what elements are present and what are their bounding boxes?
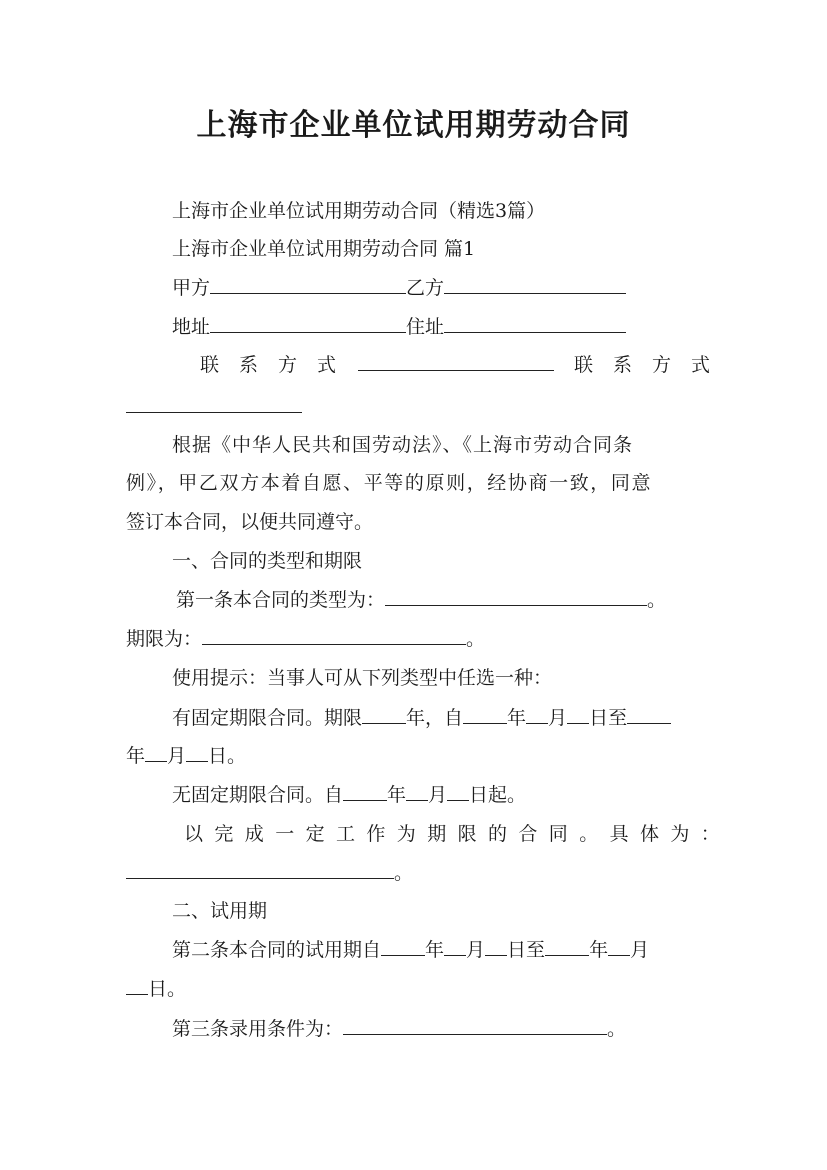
period-end: 。: [466, 628, 486, 650]
open-day-blank: [447, 784, 469, 801]
subtitle: 上海市企业单位试用期劳动合同（精选3篇）: [172, 200, 546, 222]
contact-line: [200, 352, 731, 378]
section-heading: 上海市企业单位试用期劳动合同 篇1: [172, 238, 476, 260]
usage-tip: 使用提示：当事人可从下列类型中任选一种：: [172, 667, 553, 689]
start-day-blank: [567, 707, 589, 724]
intro-line-2: 例》，甲乙双方本着自愿、平等的原则，经协商一致，同意: [126, 472, 653, 494]
start-month-blank: [526, 707, 548, 724]
article-2-text: 第二条本合同的试用期自: [172, 939, 382, 961]
end-year-blank-a: [627, 707, 671, 724]
hiring-conditions-blank: [343, 1018, 607, 1035]
contract-type-blank: [385, 589, 647, 606]
intro-line-3: 签订本合同，以便共同遵守。: [126, 511, 374, 533]
party-b-blank: [444, 277, 626, 294]
trial-end-day-blank: [126, 978, 148, 995]
trial-end-year-blank: [545, 939, 589, 956]
article-1-line: [176, 587, 666, 613]
task-term-blank: [126, 862, 394, 879]
contact-b-line: [126, 394, 302, 420]
end-month-label: 月: [167, 745, 187, 767]
years-blank: [362, 707, 406, 724]
article-1-end: 。: [647, 589, 667, 611]
contact-label: 联系方式: [200, 354, 357, 376]
residence-label: 住址: [406, 316, 445, 338]
article-3-text: 第三条录用条件为：: [172, 1018, 344, 1040]
start-year-label: 年: [507, 707, 527, 729]
fixed-term-line-2: [126, 743, 246, 769]
article-3-line: [172, 1016, 626, 1042]
page-title: 上海市企业单位试用期劳动合同: [196, 108, 631, 143]
open-day-label: 日起。: [469, 784, 527, 806]
trial-start-month-blank: [444, 939, 466, 956]
party-a-label: 甲方: [172, 277, 211, 299]
trial-end-month-blank: [608, 939, 630, 956]
task-term-line-2: [126, 860, 413, 886]
article-3-end: 。: [607, 1018, 627, 1040]
party-b-label: 乙方: [406, 277, 445, 299]
period-line: [126, 626, 485, 652]
address-line: [172, 314, 626, 340]
period-blank: [202, 628, 466, 645]
start-day-label: 日至: [589, 707, 628, 729]
heading-1: 一、合同的类型和期限: [172, 550, 363, 572]
task-term-end: 。: [394, 862, 414, 884]
start-year-blank: [463, 707, 507, 724]
fixed-term-year-label: 年，自: [406, 707, 464, 729]
party-line: [172, 275, 626, 301]
open-term-text: 无固定期限合同。自: [172, 784, 344, 806]
fixed-term-line: [172, 705, 671, 731]
heading-2: 二、试用期: [172, 900, 268, 922]
trial-end-month-label: 月: [630, 939, 650, 961]
open-year-label: 年: [387, 784, 407, 806]
end-day-blank: [186, 745, 208, 762]
end-day-label: 日。: [208, 745, 247, 767]
open-year-blank: [343, 784, 387, 801]
period-label: 期限为：: [126, 628, 203, 650]
fixed-term-text: 有固定期限合同。期限: [172, 707, 363, 729]
start-month-label: 月: [548, 707, 568, 729]
article-1-text: 第一条本合同的类型为：: [176, 589, 386, 611]
address-label: 地址: [172, 316, 211, 338]
address-blank: [210, 316, 406, 333]
open-month-blank: [406, 784, 428, 801]
end-month-blank: [145, 745, 167, 762]
trial-start-day-label: 日至: [507, 939, 546, 961]
trial-start-month-label: 月: [466, 939, 486, 961]
end-year-label: 年: [126, 745, 146, 767]
contact-label-b: 联系方式: [574, 354, 731, 376]
trial-start-year-label: 年: [425, 939, 445, 961]
trial-end-year-label: 年: [589, 939, 609, 961]
contact-b-blank: [126, 396, 302, 413]
residence-blank: [444, 316, 626, 333]
party-a-blank: [210, 277, 406, 294]
article-2-line: [172, 937, 649, 963]
trial-end-day-label: 日。: [148, 978, 187, 1000]
article-2-line-2: [126, 976, 186, 1002]
trial-start-day-blank: [485, 939, 507, 956]
contact-a-blank: [358, 354, 554, 371]
intro-line-1: 根据《中华人民共和国劳动法》、《上海市劳动合同条: [172, 434, 634, 456]
trial-start-year-blank: [381, 939, 425, 956]
open-term-line: [172, 782, 526, 808]
open-month-label: 月: [428, 784, 448, 806]
task-term-line: 以完成一定工作为期限的合同。具体为：: [184, 823, 732, 845]
